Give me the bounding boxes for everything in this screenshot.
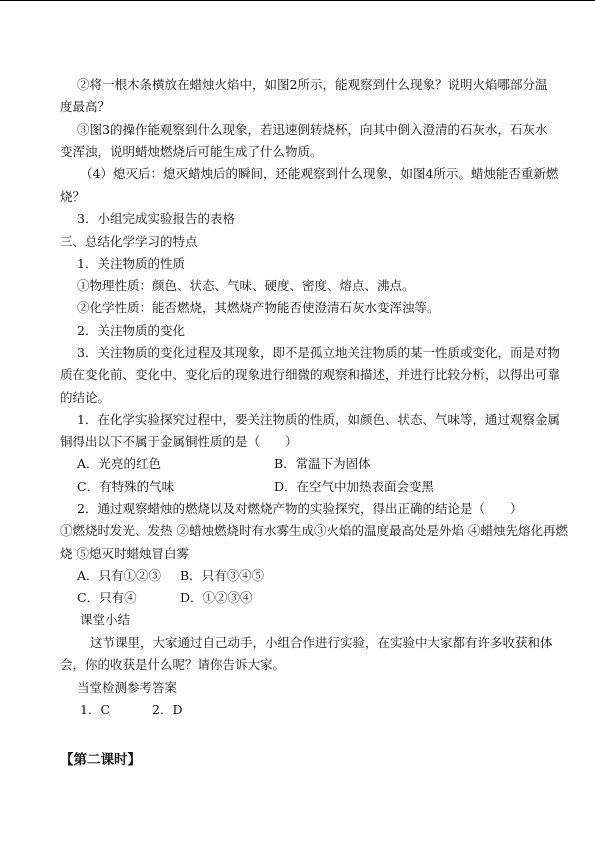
top-rule <box>0 0 595 1</box>
text-line: 变浑浊，说明蜡烛燃烧后可能生成了什么物质。 <box>60 144 323 159</box>
text-line: ②将一根木条横放在蜡烛火焰中，如图2所示，能观察到什么现象？说明火焰哪部分温 <box>77 77 548 92</box>
text-line: 会，你的收获是什么呢？请你告诉大家。 <box>60 657 286 672</box>
text-line: 的结论。 <box>60 390 111 405</box>
section-heading: 三、总结化学学习的特点 <box>60 234 198 249</box>
text-line: 度最高？ <box>60 99 111 114</box>
text-line: 烧？ <box>60 189 86 204</box>
q2-option-b: B．只有③④⑤ <box>180 568 265 583</box>
q1-option-c: C．有特殊的气味 <box>77 479 175 494</box>
text-line: 3．关注物质的变化过程及其现象，即不是孤立地关注物质的某一性质或变化，而是对物 <box>77 345 560 360</box>
q1-option-a: A．光亮的红色 <box>77 456 162 471</box>
text-line: 2．关注物质的变化 <box>77 323 185 338</box>
q1-option-b: B．常温下为固体 <box>274 456 371 471</box>
text-line: 这节课里，大家通过自己动手，小组合作进行实验，在实验中大家都有许多收获和体 <box>90 635 553 650</box>
q1-option-d: D．在空气中加热表面会变黑 <box>274 479 435 494</box>
text-line: 质在变化前、变化中、变化后的现象进行细微的观察和描述，并进行比较分析，以得出可靠 <box>60 367 561 382</box>
text-line: （4）熄灭后：熄灭蜡烛后的瞬间，还能观察到什么现象，如图4所示。蜡烛能否重新燃 <box>80 166 559 181</box>
text-line: 1．关注物质的性质 <box>77 256 185 271</box>
q2-option-a: A．只有①②③ <box>77 568 162 583</box>
q2-option-c: C．只有④ <box>77 590 137 605</box>
question-line: ①燃烧时发光、发热 ②蜡烛燃烧时有水雾生成③火焰的温度最高处是外焰 ④蜡烛先熔化再燃 <box>60 523 568 538</box>
text-line: ③图3的操作能观察到什么现象，若迅速倒转烧杯，向其中倒入澄清的石灰水，石灰水 <box>77 122 548 137</box>
question-line: 2．通过观察蜡烛的燃烧以及对燃烧产物的实验探究，得出正确的结论是（ ） <box>77 501 523 516</box>
answers-heading: 当堂检测参考答案 <box>77 680 178 695</box>
answer-1: 1．C <box>80 702 111 717</box>
text-line: ①物理性质：颜色、状态、气味、硬度、密度、熔点、沸点。 <box>77 278 415 293</box>
answer-2: 2．D <box>152 702 183 717</box>
question-line: 铜得出以下不属于金属铜性质的是（ ） <box>60 434 298 449</box>
text-line: 3．小组完成实验报告的表格 <box>77 211 235 226</box>
question-line: 烧 ⑤熄灭时蜡烛冒白雾 <box>60 546 189 561</box>
question-line: 1．在化学实验探究过程中，要关注物质的性质，如颜色、状态、气味等，通过观察金属 <box>77 412 560 427</box>
text-line: ②化学性质：能否燃烧，其燃烧产物能否使澄清石灰水变浑浊等。 <box>77 300 440 315</box>
summary-heading: 课堂小结 <box>80 612 131 627</box>
lesson-heading: 【第二课时】 <box>60 752 141 768</box>
q2-option-d: D．①②③④ <box>180 590 253 605</box>
